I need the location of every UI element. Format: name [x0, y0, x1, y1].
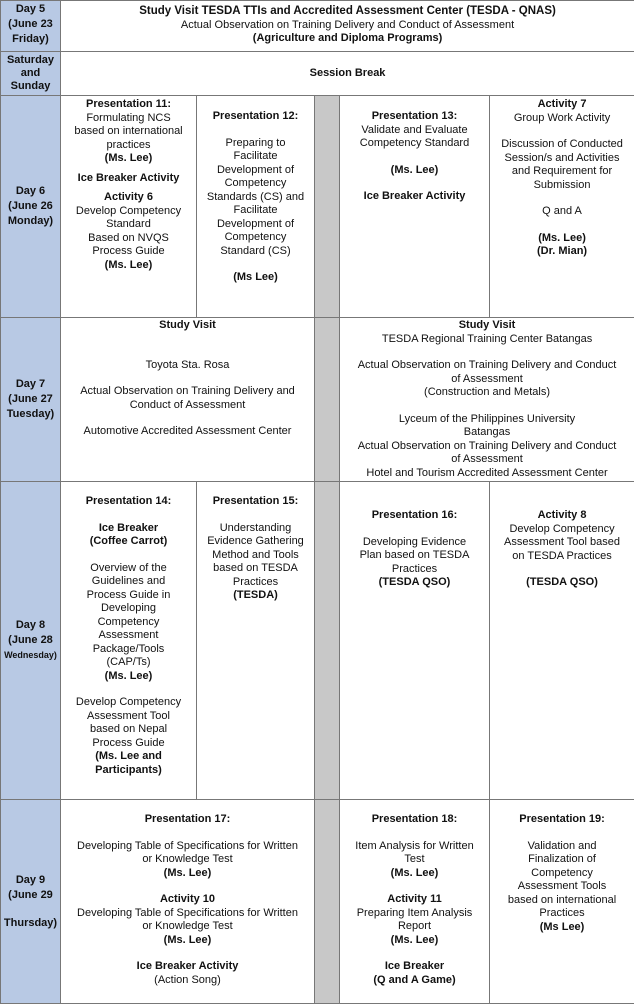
day-label-day6: Day 6 (June 26 Monday) — [1, 96, 61, 318]
lunch-gap — [315, 96, 340, 318]
activity-title: Activity 10 — [64, 893, 311, 907]
row-day8 — [1, 482, 634, 800]
day9-presentation-18: Presentation 18: Item Analysis for Written Test (Ms. Lee) Activity 11 Preparing Item Analysis Report (Ms. Lee) Ice Breaker (Q and A Game) — [340, 800, 490, 1004]
row-weekend — [1, 52, 634, 96]
ice-breaker: Ice Breaker — [64, 522, 193, 536]
presentation-title: Presentation 11: — [64, 98, 193, 112]
day5-programs: (Agriculture and Diploma Programs) — [61, 32, 634, 46]
day6-presentation-13: Presentation 13: Validate and Evaluate Competency Standard (Ms. Lee) Ice Breaker Activity — [340, 96, 490, 318]
presentation-title: Presentation 12: — [200, 110, 311, 124]
activity-title: Activity 6 — [64, 191, 193, 205]
study-visit-title: Study Visit — [343, 319, 631, 333]
lunch-gap — [315, 482, 340, 800]
day-label-day7: Day 7 (June 27 Tuesday) — [1, 318, 61, 482]
day8-presentation-14: Presentation 14: Ice Breaker (Coffee Carrot) Overview of the Guidelines and Process Guide in Developing Competency Assessment Package/Tools (CAP/Ts) (Ms. Lee) Develop Competency Assessment Tool based on Nepal Process Guide (Ms. Lee and Participants) — [61, 482, 197, 800]
activity-title: Activity 7 — [493, 98, 631, 112]
row-day5 — [1, 1, 634, 52]
day8-presentation-15: Presentation 15: Understanding Evidence Gathering Method and Tools based on TESDA Practices (TESDA) — [197, 482, 315, 800]
day5-content — [61, 1, 634, 52]
ice-breaker: Ice Breaker Activity — [64, 960, 311, 974]
day9-presentation-17: Presentation 17: Developing Table of Specifications for Written or Knowledge Test (Ms. Lee) Activity 10 Developing Table of Specifications for Written or Knowledge Test (Ms. Lee) Ice Breaker Activity (Action Song) — [61, 800, 315, 1004]
day-label-day5: Day 5 (June 23 Friday) — [1, 1, 61, 52]
day6-presentation-11: Presentation 11: Formulating NCS based on international practices (Ms. Lee) Ice Breaker Activity Activity 6 Develop Competency Standard Based on NVQS Process Guide (Ms. Lee) — [61, 96, 197, 318]
activity-title: Activity 11 — [343, 893, 486, 907]
day-label-day8: Day 8 (June 28 Wednesday) — [1, 482, 61, 800]
ice-breaker: Ice Breaker — [343, 960, 486, 974]
day6-activity-7: Activity 7 Group Work Activity Discussion of Conducted Session/s and Activities and Requirement for Submission Q and A (Ms. Lee) (Dr. Mian) — [490, 96, 634, 318]
lunch-gap — [315, 800, 340, 1004]
presentation-title: Presentation 19: — [493, 813, 631, 827]
presentation-title: Presentation 14: — [64, 495, 193, 509]
row-day6 — [1, 96, 634, 318]
lunch-gap — [315, 318, 340, 482]
day9-presentation-19: Presentation 19: Validation and Finalization of Competency Assessment Tools based on international Practices (Ms Lee) — [490, 800, 634, 1004]
presentation-title: Presentation 13: — [343, 110, 486, 124]
activity-title: Activity 8 — [493, 509, 631, 523]
presentation-title: Presentation 18: — [343, 813, 486, 827]
day5-observation: Actual Observation on Training Delivery and Conduct of Assessment — [61, 19, 634, 33]
day8-activity-8: Activity 8 Develop Competency Assessment Tool based on TESDA Practices (TESDA QSO) — [490, 482, 634, 800]
day8-presentation-16: Presentation 16: Developing Evidence Plan based on TESDA Practices (TESDA QSO) — [340, 482, 490, 800]
ice-breaker: Ice Breaker Activity — [64, 172, 193, 186]
row-day9 — [1, 800, 634, 1004]
day-label-weekend: Saturday and Sunday — [1, 52, 61, 96]
study-visit-title: Study Visit — [64, 319, 311, 333]
day7-study-visit-left: Study Visit Toyota Sta. Rosa Actual Observation on Training Delivery and Conduct of Assessment Automotive Accredited Assessment Center — [61, 318, 315, 482]
presentation-title: Presentation 17: — [64, 813, 311, 827]
ice-breaker: Ice Breaker Activity — [343, 190, 486, 204]
day5-title: Study Visit TESDA TTIs and Accredited Assessment Center (TESDA - QNAS) — [61, 5, 634, 19]
presentation-title: Presentation 16: — [343, 509, 486, 523]
row-day7 — [1, 318, 634, 482]
day7-study-visit-right: Study Visit TESDA Regional Training Center Batangas Actual Observation on Training Delivery and Conduct of Assessment (Construction and Metals) Lyceum of the Philippines University Batangas Actual Observation on Training Delivery and Conduct of Assessment Hotel and Tourism Accredited Assessment Center — [340, 318, 634, 482]
presentation-title: Presentation 15: — [200, 495, 311, 509]
session-break: Session Break — [61, 52, 634, 96]
day6-presentation-12: Presentation 12: Preparing to Facilitate Development of Competency Standards (CS) and Facilitate Development of Competency Standard (CS) (Ms Lee) — [197, 96, 315, 318]
day-label-day9: Day 9 (June 29 Thursday) — [1, 800, 61, 1004]
